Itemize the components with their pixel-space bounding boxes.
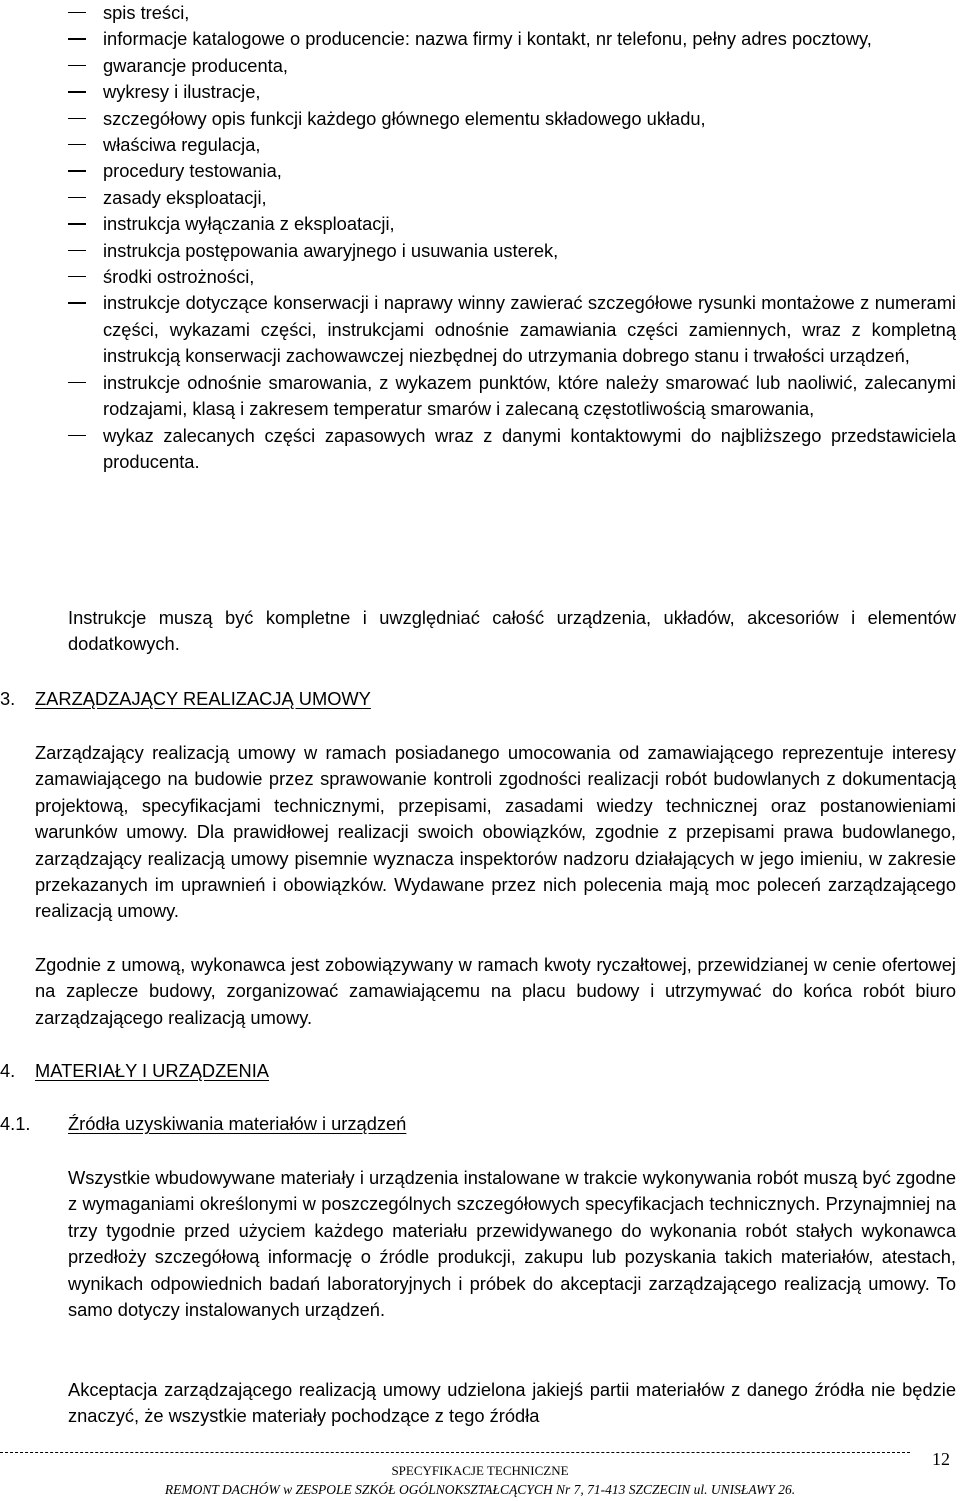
dash-bullet-icon <box>68 12 86 13</box>
instructions-note: Instrukcje muszą być kompletne i uwzględniać całość urządzenia, układów, akcesoriów i elementów dodatkowych. <box>68 607 956 655</box>
list-item-text: zasady eksploatacji, <box>103 186 267 208</box>
dash-bullet-icon <box>68 223 86 224</box>
section-number: 4. <box>0 1060 16 1081</box>
list-item <box>0 53 960 79</box>
section-4-1-heading <box>0 1111 406 1137</box>
section-number: 3. <box>0 688 16 709</box>
dash-bullet-icon <box>68 65 86 66</box>
dash-bullet-icon <box>68 302 86 303</box>
footer-divider <box>0 1452 910 1453</box>
list-item-text: właściwa regulacja, <box>103 134 261 156</box>
list-item <box>0 238 960 264</box>
list-item-text: instrukcja postępowania awaryjnego i usuwania usterek, <box>103 239 559 261</box>
section-number: 4.1. <box>0 1113 31 1134</box>
section-3-paragraph: Zgodnie z umową, wykonawca jest zobowiązywany w ramach kwoty ryczałtowej, przewidzianej w cenie ofertowej na zaplecze budowy, zorganizować zamawiającemu na placu budowy i utrzymywać do końca robót biuro zarządzającego realizacją umowy. <box>35 954 956 1028</box>
list-item-text: szczegółowy opis funkcji każdego głównego elementu składowego układu, <box>103 107 706 129</box>
list-item-text: informacje katalogowe o producencie: nazwa firmy i kontakt, nr telefonu, pełny adres pocztowy, <box>103 28 872 50</box>
dash-bullet-icon <box>68 197 86 198</box>
page-number: 12 <box>932 1449 950 1469</box>
list-item <box>0 26 960 52</box>
section-title: ZARZĄDZAJĄCY REALIZACJĄ UMOWY <box>35 688 371 709</box>
dash-bullet-icon <box>68 276 86 277</box>
list-item <box>0 211 960 237</box>
dash-bullet-icon <box>68 38 86 39</box>
list-item <box>0 290 960 369</box>
dash-bullet-icon <box>68 170 86 171</box>
dash-bullet-icon <box>68 118 86 119</box>
list-item <box>0 423 960 476</box>
footer-project-name: REMONT DACHÓW w ZESPOLE SZKÓŁ OGÓLNOKSZTAŁCĄCYCH Nr 7, 71-413 SZCZECIN ul. UNISŁAWY 26. <box>164 1482 796 1497</box>
section-title: MATERIAŁY I URZĄDZENIA <box>35 1060 269 1081</box>
footer-document-title: SPECYFIKACJE TECHNICZNE <box>391 1463 569 1478</box>
list-item-text: środki ostrożności, <box>103 266 255 288</box>
section-4-1-paragraph: Wszystkie wbudowywane materiały i urządzenia instalowane w trakcie wykonywania robót muszą być zgodne z wymaganiami określonymi w poszczególnych szczegółowych specyfikacjach technicznych. Przynajmniej na trzy tygodnie przed użyciem każdego materiału przewidywanego do wykonania robót stałych wykonawca przedłoży szczegółową informację o źródle produkcji, zakupu lub pozyskania takich materiałów, atestach, wynikach odpowiednich badań laboratoryjnych i próbek do akceptacji zarządzającego realizacją umowy. To samo dotyczy instalowanych urządzeń. <box>68 1167 956 1321</box>
section-3-heading <box>0 686 371 712</box>
list-item-text: procedury testowania, <box>103 160 282 182</box>
list-item-text: instrukcje dotyczące konserwacji i naprawy winny zawierać szczegółowe rysunki montażowe z numerami części, wykazami części, instrukcjami odnośnie zamawiania części zamiennych, wraz z kompletną instrukcją konserwacji zachowawczej niezbędnej do utrzymania dobrego stanu i trwałości urządzeń, <box>103 292 956 367</box>
list-item-text: wykresy i ilustracje, <box>103 81 261 103</box>
dash-bullet-icon <box>68 250 86 251</box>
list-item <box>0 79 960 105</box>
dash-bullet-icon <box>68 91 86 92</box>
list-item <box>0 264 960 290</box>
section-title: Źródła uzyskiwania materiałów i urządzeń <box>68 1113 407 1134</box>
dash-bullet-icon <box>68 144 86 145</box>
section-4-heading <box>0 1058 269 1084</box>
section-4-1-paragraph: Akceptacja zarządzającego realizacją umowy udzielona jakiejś partii materiałów z danego źródła nie będzie znaczyć, że wszystkie materiały pochodzące z tego źródła <box>68 1379 956 1427</box>
list-item <box>0 185 960 211</box>
dash-bullet-icon <box>68 382 86 383</box>
list-item <box>0 132 960 158</box>
requirements-list <box>0 0 960 475</box>
section-3-paragraph: Zarządzający realizacją umowy w ramach posiadanego umocowania od zamawiającego reprezentuje interesy zamawiającego na budowie przez sprawowanie kontroli zgodności realizacji robót budowlanych z dokumentacją projektową, specyfikacjami technicznymi, przepisami, zasadami wiedzy technicznej oraz postanowieniami warunków umowy. Dla prawidłowej realizacji swoich obowiązków, zgodnie z przepisami prawa budowlanego, zarządzający realizacją umowy pisemnie wyznacza inspektorów nadzoru działających w jego imieniu, w zakresie przekazanych im uprawnień i obowiązków. Wydawane przez nich polecenia mają moc poleceń zarządzającego realizacją umowy. <box>35 742 956 922</box>
list-item-text: spis treści, <box>103 2 190 23</box>
list-item-text: instrukcja wyłączania z eksploatacji, <box>103 213 395 235</box>
list-item <box>0 0 960 26</box>
list-item <box>0 370 960 423</box>
list-item-text: wykaz zalecanych części zapasowych wraz z danymi kontaktowymi do najbliższego przedstawiciela producenta. <box>103 424 956 472</box>
list-item <box>0 106 960 132</box>
list-item-text: gwarancje producenta, <box>103 54 288 76</box>
dash-bullet-icon <box>68 435 86 436</box>
list-item-text: instrukcje odnośnie smarowania, z wykazem punktów, które należy smarować lub naoliwić, zalecanymi rodzajami, klasą i zakresem temperatur smarów i zalecaną częstotliwością smarowania, <box>103 371 956 420</box>
list-item <box>0 158 960 184</box>
